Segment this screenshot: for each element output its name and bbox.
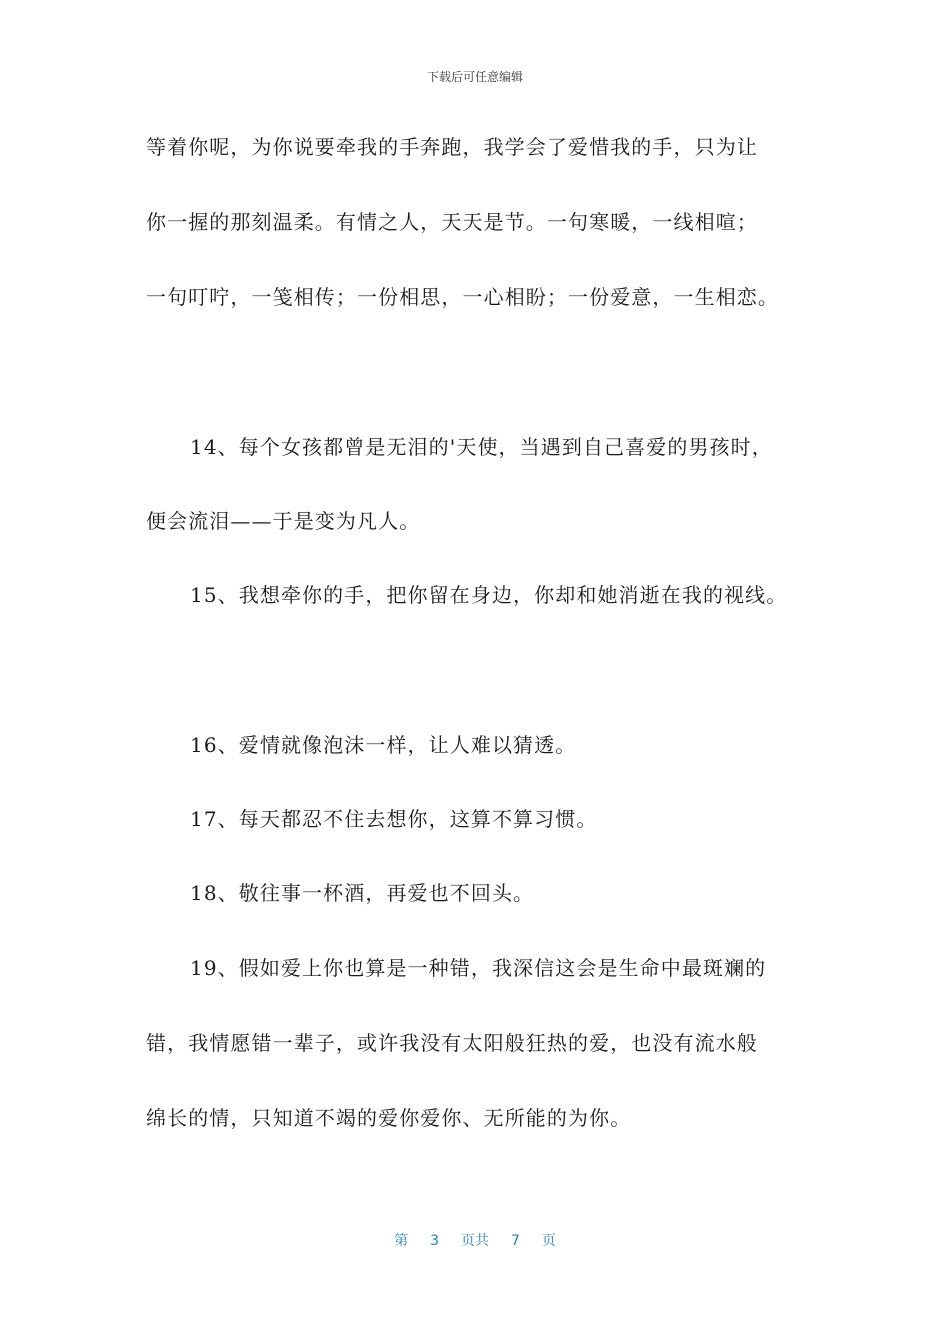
footer-suffix: 页 <box>541 1233 556 1249</box>
paragraph-line: 17、每天都忍不住去想你，这算不算习惯。 <box>190 807 598 831</box>
paragraph-line: 18、敬往事一杯酒，再爱也不回头。 <box>190 881 535 905</box>
paragraph-line: 错，我情愿错一辈子，或许我没有太阳般狂热的爱，也没有流水般 <box>146 1031 758 1055</box>
paragraph-line: 16、爱情就像泡沫一样，让人难以猜透。 <box>190 733 577 757</box>
paragraph-line: 19、假如爱上你也算是一种错，我深信这会是生命中最斑斓的 <box>190 956 767 980</box>
page-footer <box>0 1230 950 1250</box>
footer-middle: 页共 <box>461 1233 489 1249</box>
paragraph-line: 绵长的情，只知道不竭的爱你爱你、无所能的为你。 <box>146 1106 632 1130</box>
paragraph-line: 等着你呢，为你说要牵我的手奔跑，我学会了爱惜我的手，只为让 <box>146 135 758 159</box>
paragraph-line: 你一握的那刻温柔。有情之人，天天是节。一句寒暖，一线相喧； <box>146 210 758 234</box>
paragraph-line: 14、每个女孩都曾是无泪的'天使，当遇到自己喜爱的男孩时， <box>190 435 773 459</box>
total-pages-number: 7 <box>511 1233 520 1249</box>
paragraph-line: 一句叮咛，一笺相传；一份相思，一心相盼；一份爱意，一生相恋。 <box>146 285 779 309</box>
current-page-number: 3 <box>430 1233 439 1249</box>
footer-prefix: 第 <box>394 1233 409 1249</box>
paragraph-line: 15、我想牵你的手，把你留在身边，你却和她消逝在我的视线。 <box>190 583 788 607</box>
page-header: 下载后可任意编辑 <box>426 70 523 84</box>
paragraph-line: 便会流泪——于是变为凡人。 <box>146 509 421 533</box>
